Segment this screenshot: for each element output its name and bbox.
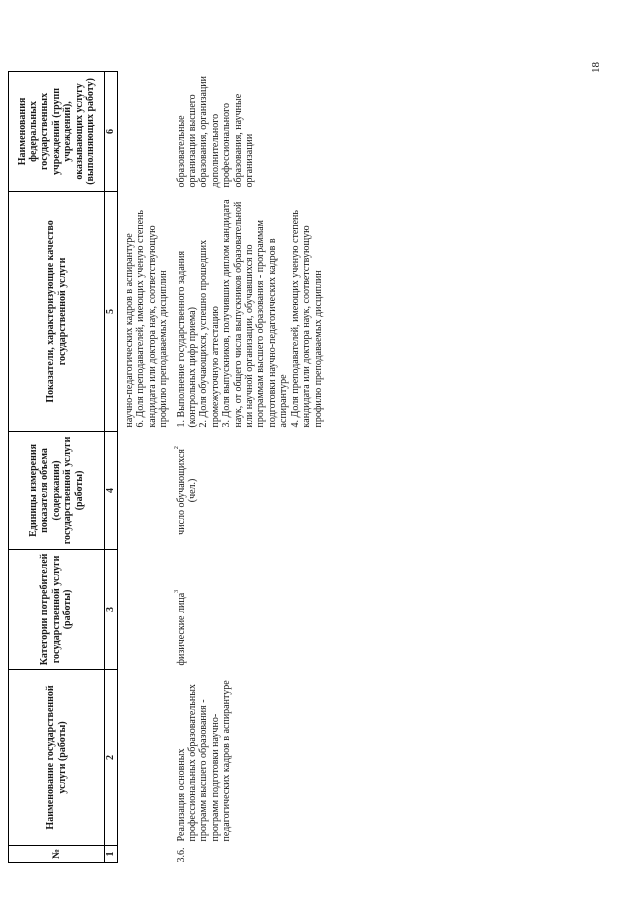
col-num-5: 5 (105, 191, 118, 431)
header-institutions: Наименования федеральных государственных учреждений (групп учреждений), оказывающих услугу (выполняющих работу) (9, 71, 105, 191)
service-name: Реализация основных профессиональных образовательных программ высшего образования - программ подготовки научно-педагогических кадров в аспирантуре (175, 680, 233, 842)
header-quality-indicators: Показатели, характеризующие качество государственной услуги (9, 191, 105, 431)
institutions: образовательные организации высшего образования, организации дополнительного профессионального образования, научные организации (175, 76, 256, 188)
consumers-cell (170, 549, 324, 669)
continuation-row (118, 71, 170, 862)
table-header-row (9, 71, 105, 862)
unit-text: число обучающихся (175, 449, 187, 535)
unit-footnote: 2 (173, 446, 180, 450)
unit-cell (170, 431, 324, 549)
table-row (170, 71, 324, 862)
header-units: Единицы измерения показателя объема (содержания) государственной услуги (работы) (9, 431, 105, 549)
unit-suffix: (чел.) (187, 478, 199, 503)
consumers-footnote: 3 (173, 589, 180, 593)
continuation-indicators: научно-педагогических кадров в аспирантуре 6. Доля преподавателей, имеющих ученую степень кандидата или доктора наук, соответствующую профилю преподаваемых дисциплин (124, 210, 170, 428)
col-num-2: 2 (105, 669, 118, 845)
header-consumers: Категории потребителей государственной услуги (работы) (9, 549, 105, 669)
header-number: № (9, 845, 105, 862)
column-number-row (105, 71, 118, 862)
services-table (8, 71, 324, 863)
col-num-6: 6 (105, 71, 118, 191)
col-num-3: 3 (105, 549, 118, 669)
header-service-name: Наименование государственной услуги (работы) (9, 669, 105, 845)
page-number: 18 (590, 62, 602, 73)
col-num-4: 4 (105, 431, 118, 549)
col-num-1: 1 (105, 845, 118, 862)
quality-indicators: 1. Выполнение государственного задания (контрольных цифр приема) 2. Доля обучающихся, успешно прошедших промежуточную аттестацию 3. Доля выпускников, получивших диплом кандидата наук, от общего числа выпускников образовательной или научной организации, обучавшихся по программам высшего образования - программам подготовки научно-педагогических кадров в аспирантуре 4. Доля преподавателей, имеющих ученую степень кандидата или доктора наук, соответствующую профилю преподаваемых дисциплин (175, 199, 324, 428)
consumers-text: физические лица (175, 592, 187, 666)
row-number: 3.6. (175, 847, 187, 863)
